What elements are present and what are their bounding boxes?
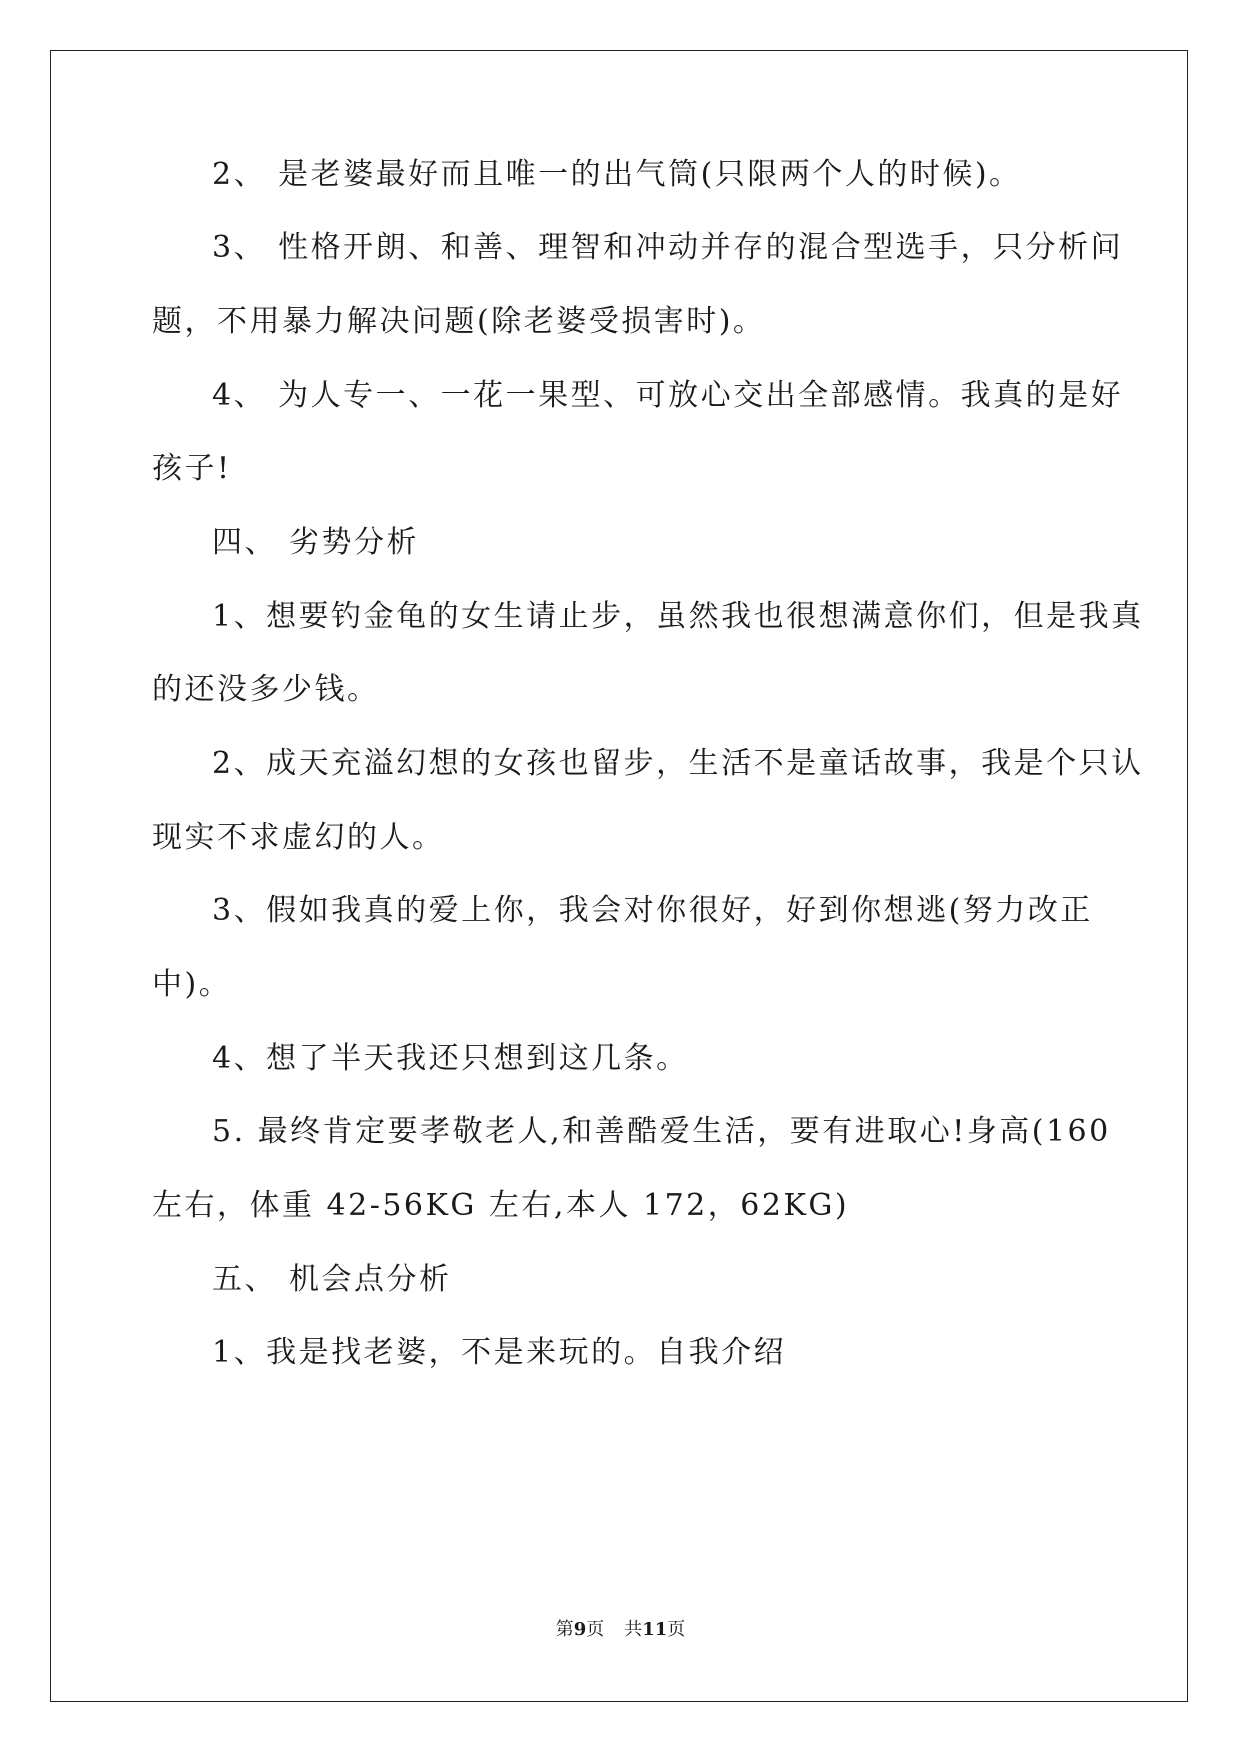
footer-total-suffix: 页 [667,1619,686,1640]
footer-total-prefix: 共 [624,1619,643,1640]
text-line: 2、成天充溢幻想的女孩也留步，生活不是童话故事，我是个只认 [212,746,1144,781]
footer-prefix: 第 [555,1619,574,1640]
text-line: 3、 性格开朗、和善、理智和冲动并存的混合型选手，只分析问 [212,230,1124,265]
text-line: 题，不用暴力解决问题(除老婆受损害时)。 [152,304,766,339]
text-line: 2、 是老婆最好而且唯一的出气筒(只限两个人的时候)。 [212,157,1022,192]
footer-page-suffix: 页 [586,1619,605,1640]
text-line: 4、 为人专一、一花一果型、可放心交出全部感情。我真的是好 [212,378,1124,413]
section-heading: 四、 劣势分析 [212,525,420,560]
text-line: 现实不求虚幻的人。 [152,820,445,855]
text-line: 的还没多少钱。 [152,672,380,707]
text-line: 4、想了半天我还只想到这几条。 [212,1041,689,1076]
text-line: 中)。 [152,967,232,1002]
text-line: 左右，体重 42-56KG 左右,本人 172，62KG) [152,1188,850,1223]
page-footer [0,1618,1241,1642]
page-border [50,50,1188,1702]
text-line: 孩子! [152,451,232,486]
page-number: 9 [573,1619,587,1640]
total-pages: 11 [642,1619,668,1640]
text-line: 1、我是找老婆，不是来玩的。自我介绍 [212,1335,787,1370]
text-line: 1、想要钓金龟的女生请止步，虽然我也很想满意你们，但是我真 [212,599,1144,634]
text-line: 5. 最终肯定要孝敬老人,和善酷爱生活，要有进取心!身高(160 [212,1114,1111,1149]
section-heading: 五、 机会点分析 [212,1262,452,1297]
text-line: 3、假如我真的爱上你，我会对你很好，好到你想逃(努力改正 [212,893,1093,928]
